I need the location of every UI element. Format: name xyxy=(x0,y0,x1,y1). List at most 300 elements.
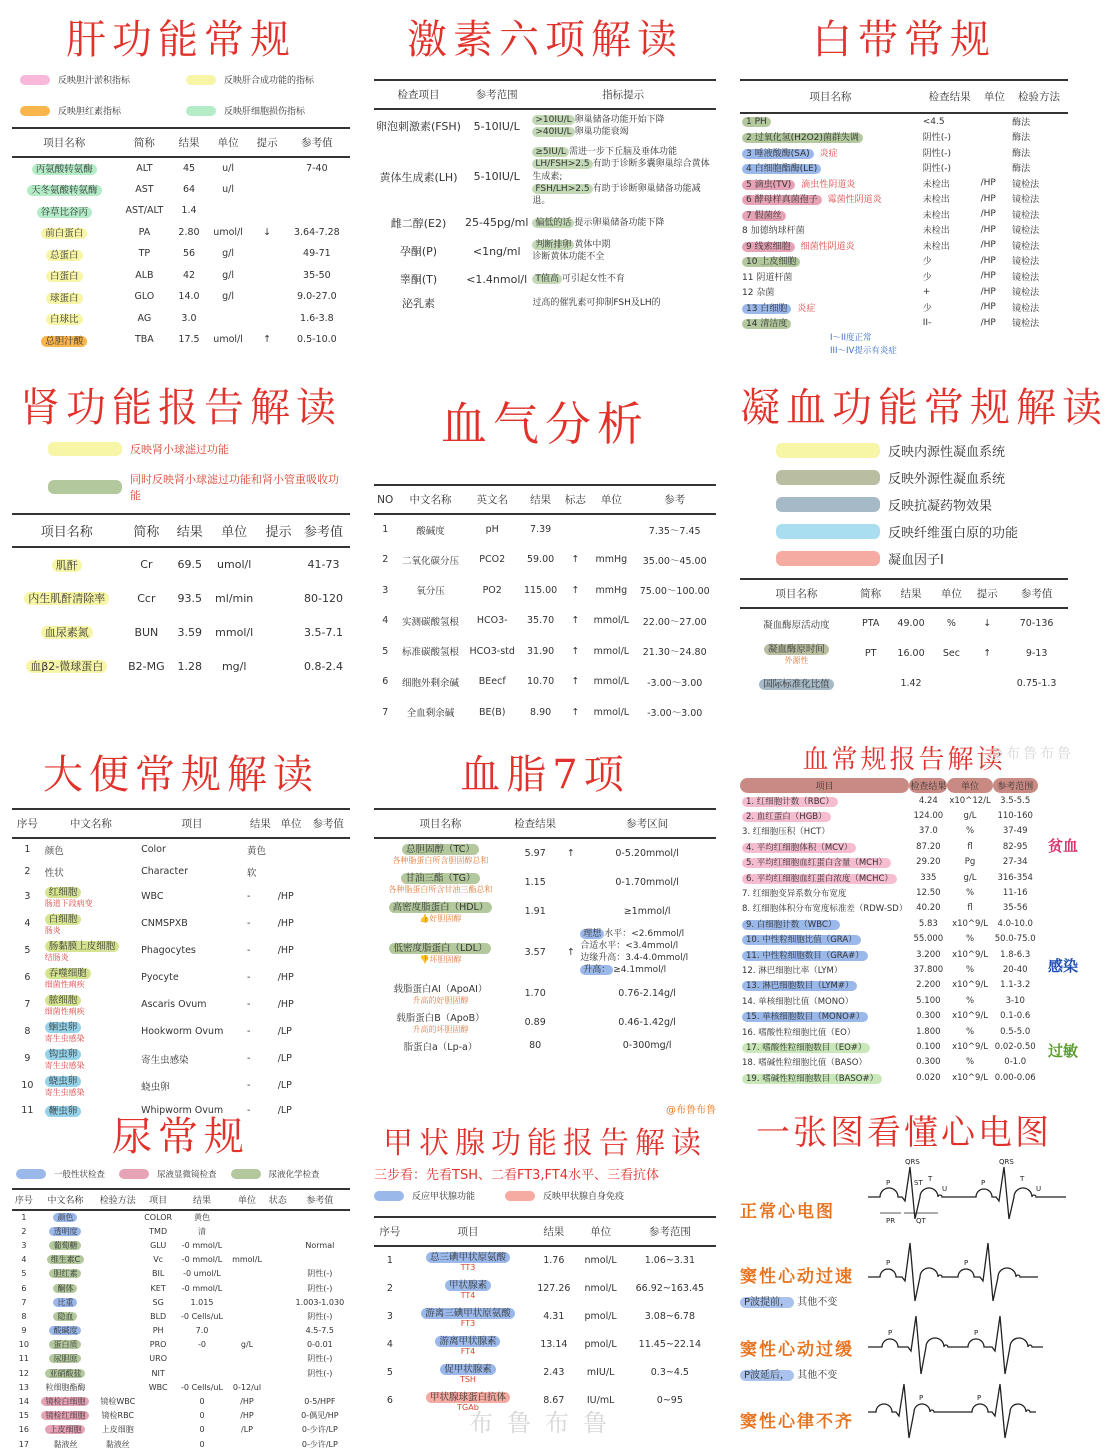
cell-value xyxy=(909,932,947,947)
cell-value xyxy=(266,1281,290,1295)
cell-value xyxy=(507,1008,564,1037)
cell-value xyxy=(578,1246,624,1274)
panel-title: 凝血功能常规解读 xyxy=(740,385,1108,431)
cell-text: 0-5/HPF xyxy=(304,1397,336,1407)
cell-value xyxy=(140,1281,176,1295)
cell-value xyxy=(465,545,520,576)
cell-text: 0.100 xyxy=(916,1041,941,1052)
cell-value xyxy=(463,142,530,211)
cell-value xyxy=(250,308,283,330)
cell-value xyxy=(228,1409,266,1423)
item-name-text: 3 唾液酸酶(SA) xyxy=(742,149,814,159)
table-row xyxy=(12,581,350,615)
cell-text: u/l xyxy=(222,162,235,174)
table-row xyxy=(740,962,1038,977)
cell-text: 未检出 xyxy=(922,226,950,237)
item-name xyxy=(36,1253,95,1267)
table-row xyxy=(374,142,716,211)
cell-text: 6 xyxy=(386,1394,393,1406)
cell-value xyxy=(1010,207,1068,223)
item-name xyxy=(396,575,464,606)
cell-value xyxy=(140,1423,176,1437)
cell-text: 少 xyxy=(922,303,932,314)
cell-value xyxy=(172,179,206,201)
cell-value xyxy=(276,910,307,937)
cell-value xyxy=(250,286,283,308)
table-header xyxy=(12,128,350,157)
cell-value xyxy=(530,1302,577,1330)
cell-text: 3-10 xyxy=(1005,995,1025,1006)
cell-value xyxy=(921,222,979,238)
cell-text: /HP xyxy=(980,178,996,189)
cell-value xyxy=(561,697,589,728)
item-name xyxy=(396,514,464,545)
cell-text: 0.3~4.5 xyxy=(650,1366,689,1378)
cell-value xyxy=(947,1008,992,1023)
table-row xyxy=(740,1008,1038,1023)
column-header: 单位 xyxy=(979,80,1010,113)
cell-value xyxy=(276,861,307,884)
cell-text: II- xyxy=(922,317,932,328)
cell-text: 黏液丝 xyxy=(105,1439,130,1449)
column-header: 检查项目 xyxy=(374,80,463,109)
cell-value xyxy=(909,901,947,916)
cell-value xyxy=(228,1281,266,1295)
cell-value xyxy=(121,581,171,615)
note-text: 提示卵巢储备功能下降 xyxy=(574,217,665,228)
table-row xyxy=(374,291,716,315)
table-row xyxy=(12,1423,350,1437)
cell-value xyxy=(979,191,1010,207)
cell-value xyxy=(290,1309,350,1323)
item-note: FT3 xyxy=(460,1318,476,1328)
cell-text: 21.30～24.80 xyxy=(642,647,707,659)
cell-value xyxy=(520,697,562,728)
table-row xyxy=(740,1024,1038,1039)
cell-value xyxy=(139,1018,245,1045)
cell-value xyxy=(909,993,947,1008)
cell-text: nmol/L xyxy=(584,1282,617,1294)
cell-value xyxy=(624,1246,716,1274)
cell-text: 0-少许/LP xyxy=(301,1425,338,1435)
cell-text: -0 mmol/L xyxy=(181,1240,223,1250)
note-key: >10IU/L xyxy=(532,115,574,125)
legend-item xyxy=(20,104,176,117)
item-name-text: 维生素C xyxy=(47,1255,85,1264)
item-name-text: 粒细胞酯酶 xyxy=(45,1382,86,1392)
cell-value xyxy=(139,861,245,884)
cell-value xyxy=(228,1267,266,1281)
cell-text: 9-13 xyxy=(1025,647,1048,659)
item-name xyxy=(12,200,117,222)
cell-value xyxy=(507,897,564,926)
cell-value xyxy=(909,870,947,885)
cell-value xyxy=(520,575,562,606)
cell-value xyxy=(12,1309,36,1323)
cell-text: mg/l xyxy=(221,659,247,673)
cell-value xyxy=(266,1423,290,1437)
item-name xyxy=(374,926,507,979)
results-table xyxy=(740,79,1068,331)
note-text: 卵巢功能衰竭 xyxy=(574,127,629,138)
item-name-text: 12 杂菌 xyxy=(742,288,775,299)
cell-value xyxy=(12,1380,36,1394)
cell-value xyxy=(176,1309,228,1323)
cell-value xyxy=(266,1253,290,1267)
table-row xyxy=(12,991,350,1018)
cell-value xyxy=(1010,113,1068,129)
cell-text: 9 xyxy=(21,1326,27,1336)
cell-value xyxy=(374,1330,406,1358)
cell-text: 阴性(-) xyxy=(922,164,952,175)
cell-text: 酶法 xyxy=(1012,148,1031,159)
item-name-text: 黄体生成素(LH) xyxy=(379,170,458,184)
legend-item xyxy=(776,522,1060,541)
table-row xyxy=(12,1338,350,1352)
cell-value xyxy=(176,1324,228,1338)
cell-text: /HP xyxy=(277,999,294,1010)
legend-item xyxy=(16,1168,105,1180)
cell-value xyxy=(589,514,633,545)
cell-value xyxy=(250,179,283,201)
cell-value xyxy=(276,838,307,861)
cell-value xyxy=(284,222,350,244)
legend-label: 反映肝细胞损伤指标 xyxy=(224,107,306,117)
cell-text: /HP xyxy=(277,891,294,902)
color-legend xyxy=(776,441,1060,568)
item-name xyxy=(43,861,139,884)
cell-value xyxy=(947,855,992,870)
item-name-text: 酸碱度 xyxy=(416,525,445,537)
footnote: III～IV提示有炎症 xyxy=(830,345,897,356)
item-name xyxy=(12,243,117,265)
item-name xyxy=(12,265,117,287)
item-name xyxy=(740,145,921,161)
cell-value xyxy=(465,636,520,667)
note-text: 需进一步下丘脑及垂体功能 xyxy=(568,147,677,158)
cell-value xyxy=(909,808,947,823)
cell-text: 未检出 xyxy=(922,179,950,190)
item-name xyxy=(374,1037,507,1055)
cell-text: x10^9/L xyxy=(952,1072,989,1083)
item-name-text: 鞭虫卵 xyxy=(45,1106,82,1117)
cell-value xyxy=(140,1352,176,1366)
table-row xyxy=(12,1366,350,1380)
table-row xyxy=(12,937,350,964)
ecg-normal-label-group xyxy=(740,1197,865,1222)
cell-text: URO xyxy=(149,1354,167,1364)
results-table xyxy=(740,578,1068,698)
cell-value xyxy=(245,964,276,991)
cell-text: 15 xyxy=(18,1411,29,1421)
table-row xyxy=(740,176,1068,192)
cell-text: 上皮细胞 xyxy=(101,1425,134,1435)
item-name xyxy=(406,1274,530,1302)
item-name-text: 内生肌酐清除率 xyxy=(24,592,109,605)
cell-text: 2.80 xyxy=(178,226,200,238)
item-name-text: 13 白细胞 xyxy=(742,304,791,314)
cell-value xyxy=(206,222,251,244)
cell-value xyxy=(297,649,350,683)
item-note: 👍好胆固醇 xyxy=(419,914,462,923)
table-row xyxy=(374,979,716,1008)
cell-value xyxy=(12,937,43,964)
column-header: 检验方法 xyxy=(1010,80,1068,113)
cell-text: 5 xyxy=(386,1366,393,1378)
cell-text: 2 xyxy=(21,1226,27,1236)
item-name xyxy=(740,315,921,331)
cell-text: 49-71 xyxy=(303,248,331,260)
item-name-text: 11. 中性粒细胞数目（GRA#） xyxy=(742,951,868,961)
cell-text: HCO3- xyxy=(476,615,508,627)
cell-value xyxy=(290,1423,350,1437)
legend-swatch xyxy=(231,1169,261,1179)
cell-value xyxy=(633,545,716,576)
item-name xyxy=(396,697,464,728)
table-row xyxy=(740,129,1068,145)
cell-value xyxy=(463,267,530,291)
cell-text: 27-34 xyxy=(1002,857,1028,868)
note-text: 合适水平：<3.4mmol/l xyxy=(580,941,679,952)
cell-value xyxy=(578,1386,624,1414)
column-header: 序号 xyxy=(374,1217,406,1246)
cell-value xyxy=(260,615,297,649)
cell-value xyxy=(290,1238,350,1252)
cell-value xyxy=(139,1045,245,1072)
cell-text: /HP xyxy=(277,945,294,956)
ecg-arrhythmia-waveform xyxy=(868,1382,1068,1440)
cell-value xyxy=(12,838,43,861)
cell-value xyxy=(117,265,173,287)
cell-value xyxy=(208,547,260,581)
indicator-notes xyxy=(578,926,716,979)
table-row xyxy=(12,200,350,222)
item-name-text: 镜检白细胞 xyxy=(41,1397,89,1406)
cell-value xyxy=(95,1409,140,1423)
cell-value xyxy=(374,1302,406,1330)
item-name-text: 2 过氧化氢(H2O2)菌群失调 xyxy=(742,133,863,143)
table-header xyxy=(374,1217,716,1246)
cell-text: BIL xyxy=(151,1269,165,1279)
cell-value xyxy=(176,1238,228,1252)
table-row xyxy=(12,1253,350,1267)
cell-text: 80 xyxy=(529,1040,542,1052)
column-header: 结果 xyxy=(520,485,562,514)
table-row xyxy=(12,1324,350,1338)
item-note: TGAb xyxy=(457,1402,479,1412)
cell-text: 4.5-7.5 xyxy=(305,1326,335,1336)
table-row xyxy=(12,1224,350,1238)
cell-value xyxy=(266,1309,290,1323)
cell-text: 0~95 xyxy=(656,1394,683,1406)
cell-text: mmol/L xyxy=(593,645,630,657)
legend-label: 反映胆汁淤积指标 xyxy=(58,76,131,86)
table-body xyxy=(374,514,716,728)
item-note: 外源性 xyxy=(784,655,809,665)
cell-text: PTA xyxy=(862,618,880,629)
table-row xyxy=(12,883,350,910)
cell-value xyxy=(979,176,1010,192)
item-name xyxy=(396,667,464,698)
legend-swatch xyxy=(20,75,50,85)
cell-text: 1.6-3.8 xyxy=(300,312,334,324)
item-name-text: 8 加德纳球杆菌 xyxy=(742,226,805,237)
cell-value xyxy=(228,1338,266,1352)
color-legend xyxy=(20,73,342,117)
column-header: 单位 xyxy=(228,1189,266,1210)
item-name-text: 天冬氨酸转氨酶 xyxy=(27,185,102,196)
item-name xyxy=(740,793,909,808)
cell-value xyxy=(993,901,1038,916)
cell-value xyxy=(563,979,578,1008)
legend-swatch xyxy=(776,551,880,566)
cell-text: BE(B) xyxy=(478,706,506,718)
cell-text: 3.64-7.28 xyxy=(293,226,340,238)
cell-value xyxy=(95,1352,140,1366)
panel-title: 血常规报告解读 xyxy=(802,745,1006,775)
cell-value xyxy=(12,1324,36,1338)
note-line xyxy=(532,183,714,207)
note-line xyxy=(532,126,714,138)
cell-text: 3.5-7.1 xyxy=(304,625,343,639)
cell-text: 0 xyxy=(199,1439,205,1449)
item-note: FT4 xyxy=(460,1346,476,1356)
cell-text: 少 xyxy=(922,257,932,268)
item-name xyxy=(12,308,117,330)
panel-title: 甲状腺功能报告解读 xyxy=(383,1126,707,1161)
table-row xyxy=(740,608,1068,638)
column-header: 提示 xyxy=(260,514,297,547)
table-row xyxy=(740,978,1038,993)
table-row xyxy=(12,1281,350,1295)
cell-text: 0-偶见/HP xyxy=(301,1411,339,1421)
item-name xyxy=(43,1018,139,1045)
note-text: 可引起女性不育 xyxy=(561,274,625,285)
cell-value xyxy=(624,1330,716,1358)
bracket-annotation: 感染 xyxy=(1047,957,1078,975)
item-name-text: 二氧化碳分压 xyxy=(402,555,460,567)
column-header: 项目名称 xyxy=(374,809,507,838)
cell-value xyxy=(208,649,260,683)
item-name-text: 脓细胞 xyxy=(45,995,82,1006)
table-row xyxy=(12,1210,350,1224)
cell-value xyxy=(1010,284,1068,300)
header-row xyxy=(740,778,1038,793)
cell-value xyxy=(909,839,947,854)
legend-label: 反映胆红素指标 xyxy=(58,107,122,117)
cell-text: 镜检法 xyxy=(1012,319,1040,330)
cell-text: ↑ xyxy=(571,584,580,596)
cell-value xyxy=(530,1330,577,1358)
cell-value xyxy=(589,545,633,576)
cell-text: 0.00-0.06 xyxy=(994,1072,1036,1083)
legend-label: 反映抗凝药物效果 xyxy=(888,499,993,514)
item-name xyxy=(740,962,909,977)
item-name xyxy=(36,1295,95,1309)
item-name-text: 凝血酶原时间 xyxy=(764,644,829,655)
cell-value xyxy=(993,839,1038,854)
item-name-text: 3. 红细胞压积（HCT） xyxy=(742,827,830,838)
legend-swatch xyxy=(374,1191,404,1201)
item-note: 升高的好胆固醇 xyxy=(412,995,469,1005)
cell-text: - xyxy=(247,918,251,929)
cell-text: 5.97 xyxy=(524,848,546,859)
cell-value xyxy=(284,329,350,351)
cell-text: 未检出 xyxy=(922,195,950,206)
cell-value xyxy=(578,838,716,868)
item-name-text: 凝血酶原活动度 xyxy=(763,619,830,631)
item-name-text: 11 阴道杆菌 xyxy=(742,272,793,283)
item-name xyxy=(36,1309,95,1323)
cell-value xyxy=(140,1338,176,1352)
item-name xyxy=(12,157,117,179)
legend-label: 一般性状检查 xyxy=(54,1170,106,1180)
cell-value xyxy=(117,179,173,201)
cell-text: 35-50 xyxy=(303,269,331,281)
cell-value xyxy=(140,1224,176,1238)
column-header: 项目名称 xyxy=(740,579,853,608)
legend-swatch xyxy=(776,524,880,539)
cell-value xyxy=(520,606,562,637)
item-name xyxy=(36,1238,95,1252)
cell-value xyxy=(284,286,350,308)
cell-text: Ascaris Ovum xyxy=(141,999,207,1010)
item-name-text: 7 假菌丝 xyxy=(742,211,786,221)
cell-text: 13.14 xyxy=(540,1338,568,1350)
cell-text: 0-12/ul xyxy=(232,1382,262,1392)
legend-item xyxy=(20,73,176,86)
note-line xyxy=(532,217,714,229)
cell-text: 4 xyxy=(382,615,389,627)
legend-item xyxy=(48,441,342,457)
column-header: 结果 xyxy=(889,579,934,608)
legend-label: 反映内源性凝血系统 xyxy=(888,445,1006,460)
cell-value xyxy=(979,113,1010,129)
cell-value xyxy=(206,265,251,287)
cell-value xyxy=(12,1437,36,1451)
cell-value xyxy=(276,1018,307,1045)
cell-value xyxy=(947,947,992,962)
cell-text: 12.50 xyxy=(916,888,941,899)
cell-value xyxy=(290,1224,350,1238)
cell-text: COLOR xyxy=(144,1213,173,1223)
cell-value xyxy=(374,1274,406,1302)
cell-value xyxy=(979,284,1010,300)
table-header xyxy=(12,514,350,547)
cell-value xyxy=(993,793,1038,808)
cell-text: WBC xyxy=(148,1382,168,1392)
cell-value xyxy=(95,1281,140,1295)
item-name xyxy=(43,1045,139,1072)
table-header xyxy=(740,778,1038,793)
cell-text: 50.0-75.0 xyxy=(994,934,1036,945)
cell-value xyxy=(633,606,716,637)
cell-text: 3.08~6.78 xyxy=(644,1310,695,1322)
table-row xyxy=(12,1267,350,1281)
indicator-notes xyxy=(530,291,716,315)
cell-text: 阴性(-) xyxy=(307,1368,333,1378)
cell-value xyxy=(206,286,251,308)
cell-value xyxy=(374,514,396,545)
ecg-bradycardia-waveform xyxy=(868,1312,1068,1380)
item-name-text: 白球比 xyxy=(46,314,83,325)
cell-text: 8 xyxy=(24,1026,31,1037)
cell-value xyxy=(276,964,307,991)
cell-value xyxy=(993,962,1038,977)
cell-text: SG xyxy=(152,1297,164,1307)
cell-text: <4.5 xyxy=(922,116,945,127)
table-row xyxy=(374,235,716,267)
